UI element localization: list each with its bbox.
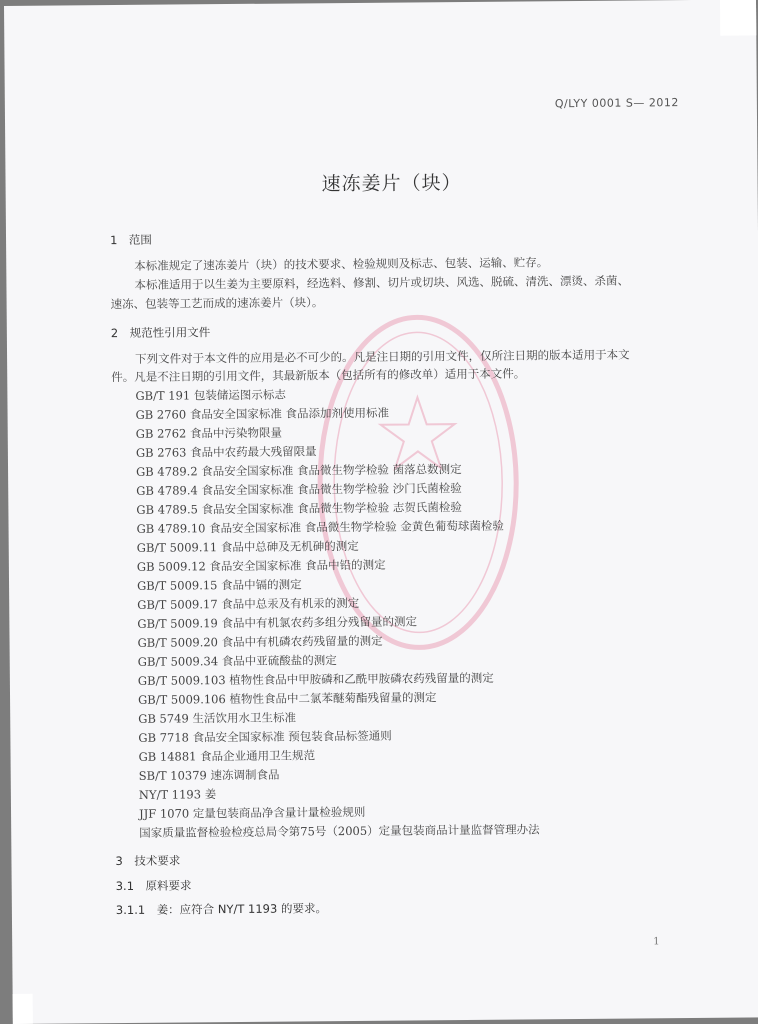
subsection-heading: 3.1 原料要求: [115, 878, 192, 894]
paragraph: 本标准规定了速冻姜片（块）的技术要求、检验规则及标志、包装、运输、贮存。: [134, 255, 549, 273]
reference-item: NY/T 1193 姜: [138, 787, 217, 802]
reference-item: GB/T 5009.20 食品中有机磷农药残留量的测定: [137, 633, 383, 650]
reference-item: GB/T 5009.103 植物性食品中甲胺磷和乙酰甲胺磷农药残留量的测定: [137, 670, 494, 688]
reference-item: GB 5749 生活饮用水卫生标准: [138, 710, 296, 726]
paragraph: 本标准适用于以生姜为主要原料，经选料、修割、切片或切块、风选、脱硫、清洗、漂烫、杀菌、: [134, 273, 629, 292]
section-heading-tech: 3 技术要求: [115, 853, 181, 869]
reference-item: GB 4789.5 食品安全国家标准 食品微生物学检验 志贺氏菌检验: [136, 500, 462, 517]
reference-item: 国家质量监督检验检疫总局令第75号（2005）定量包装商品计量监督管理办法: [139, 822, 540, 840]
reference-item: GB/T 191 包装储运图示标志: [135, 387, 286, 403]
reference-item: GB 4789.4 食品安全国家标准 食品微生物学检验 沙门氏菌检验: [136, 481, 462, 498]
reference-item: GB 14881 食品企业通用卫生规范: [138, 748, 316, 764]
reference-item: GB/T 5009.17 食品中总汞及有机汞的测定: [137, 595, 360, 612]
section-heading-scope: 1 范围: [109, 232, 152, 248]
paragraph: 速冻、包装等工艺而成的速冻姜片（块）。: [110, 295, 324, 312]
paragraph: 下列文件对于本文件的应用是必不可少的。凡是注日期的引用文件，仅所注日期的版本适用于本文: [135, 347, 630, 366]
document-title: 速冻姜片（块）: [321, 172, 462, 196]
reference-item: GB 2760 食品安全国家标准 食品添加剂使用标准: [135, 405, 389, 422]
reference-item: GB/T 5009.19 食品中有机氯农药多组分残留量的测定: [137, 614, 417, 631]
reference-item: SB/T 10379 速冻调制食品: [138, 767, 280, 783]
standard-code: Q/LYY 0001 S— 2012: [554, 96, 679, 111]
reference-item: GB 4789.10 食品安全国家标准 食品微生物学检验 金黄色葡萄球菌检验: [136, 518, 504, 536]
reference-item: GB/T 5009.106 植物性食品中二氯苯醚菊酯残留量的测定: [137, 690, 437, 707]
reference-item: GB 2763 食品中农药最大残留限量: [135, 444, 317, 460]
reference-item: JJF 1070 定量包装商品净含量计量检验规则: [138, 804, 366, 821]
reference-item: GB 4789.2 食品安全国家标准 食品微生物学检验 菌落总数测定: [136, 462, 462, 479]
reference-item: GB 7718 食品安全国家标准 预包装食品标签通则: [138, 728, 392, 745]
reference-item: GB 2762 食品中污染物限量: [135, 425, 283, 441]
paragraph: 件。凡是不注日期的引用文件，其最新版本（包括所有的修改单）适用于本文件。: [111, 366, 526, 385]
reference-item: GB/T 5009.11 食品中总砷及无机砷的测定: [136, 538, 359, 555]
page-number: 1: [653, 936, 660, 948]
clause-item: 3.1.1 姜：应符合 NY/T 1193 的要求。: [115, 901, 327, 918]
reference-item: GB/T 5009.34 食品中亚硫酸盐的测定: [137, 653, 337, 669]
reference-item: GB/T 5009.15 食品中镉的测定: [137, 577, 302, 593]
section-heading-references: 2 规范性引用文件: [110, 325, 211, 341]
document-page: [4, 0, 758, 1024]
page-corner: [13, 994, 33, 1024]
reference-item: GB 5009.12 食品安全国家标准 食品中铅的测定: [136, 557, 386, 574]
page-corner: [720, 0, 756, 36]
